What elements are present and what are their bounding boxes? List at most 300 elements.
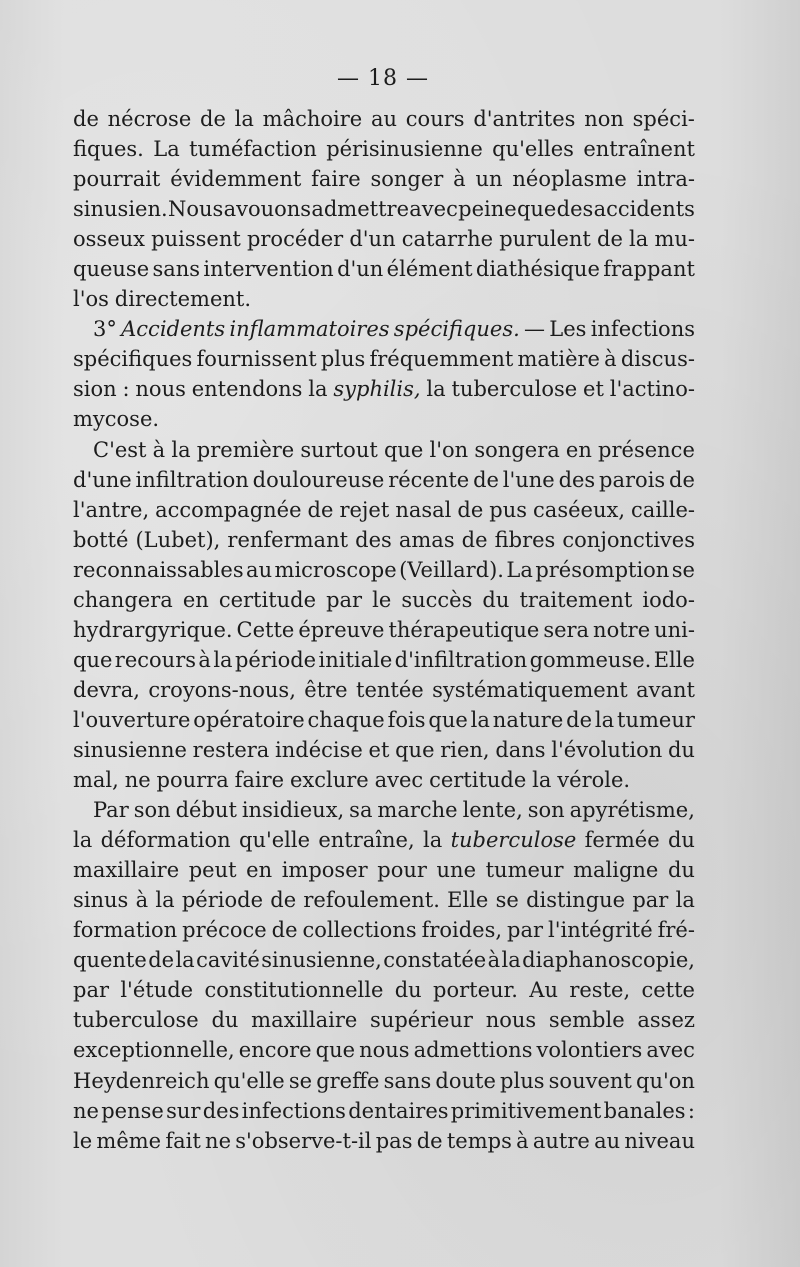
word: exclure bbox=[289, 768, 369, 793]
word: plus bbox=[320, 347, 366, 372]
word: maligne bbox=[573, 858, 659, 883]
word: que bbox=[516, 197, 557, 222]
word: 3° bbox=[93, 317, 117, 342]
text-line bbox=[73, 374, 695, 404]
word: amas bbox=[398, 527, 455, 552]
word: l'os bbox=[73, 287, 109, 312]
word: Les bbox=[549, 317, 587, 342]
word: Heydenreich bbox=[73, 1068, 210, 1093]
word: pas bbox=[375, 1128, 413, 1153]
word: au bbox=[370, 107, 398, 131]
word: nature bbox=[492, 707, 564, 732]
text-line bbox=[73, 465, 695, 495]
word: plus bbox=[500, 1068, 545, 1093]
text-line bbox=[73, 1126, 695, 1156]
page-number: — 18 — bbox=[337, 66, 429, 91]
word: changera bbox=[73, 587, 173, 612]
word: dentaires bbox=[348, 1098, 449, 1123]
word: à bbox=[453, 167, 466, 192]
word: de bbox=[200, 107, 226, 131]
word: l'intégrité bbox=[547, 918, 653, 943]
word: douloureuse bbox=[252, 467, 385, 492]
word: période bbox=[181, 888, 263, 913]
word: insidieux, bbox=[241, 798, 345, 823]
word: récente bbox=[388, 467, 470, 492]
word: au bbox=[246, 557, 273, 582]
word: début bbox=[175, 798, 237, 823]
word: matière bbox=[517, 347, 600, 372]
text-line bbox=[73, 1066, 695, 1096]
word: la bbox=[470, 707, 490, 732]
text-line bbox=[73, 645, 695, 675]
text-line bbox=[73, 705, 695, 735]
word: sinusienne, bbox=[261, 948, 382, 973]
word: la bbox=[422, 828, 443, 853]
word: qu'on bbox=[636, 1068, 695, 1093]
word: constitutionnelle bbox=[204, 978, 384, 1003]
word: et bbox=[583, 377, 604, 402]
text-line bbox=[73, 404, 695, 434]
word: première bbox=[196, 437, 295, 462]
word: ne bbox=[205, 1128, 231, 1153]
text-line bbox=[73, 1096, 695, 1126]
word: : bbox=[122, 377, 130, 402]
word: nous bbox=[359, 1038, 410, 1063]
word: apyrétisme, bbox=[569, 798, 695, 823]
word: des bbox=[355, 527, 392, 552]
word: de bbox=[669, 467, 695, 492]
word: la bbox=[175, 948, 195, 973]
word: La bbox=[153, 137, 180, 162]
text-line bbox=[73, 825, 695, 855]
word: à bbox=[135, 888, 149, 913]
word: peut bbox=[188, 858, 237, 883]
word: gommeuse. bbox=[529, 647, 652, 672]
word: inflammatoires bbox=[229, 317, 390, 342]
word: infections bbox=[241, 1098, 346, 1123]
text-line bbox=[73, 495, 695, 525]
word: le bbox=[372, 587, 392, 612]
word: niveau bbox=[624, 1128, 695, 1153]
word: son bbox=[527, 798, 565, 823]
word: intervention bbox=[203, 257, 334, 282]
word: reste, bbox=[569, 978, 631, 1003]
word: déformation bbox=[100, 828, 231, 853]
word: Par bbox=[93, 798, 129, 823]
word: mu- bbox=[654, 227, 695, 252]
word: entraîne, bbox=[318, 828, 415, 853]
word: fibres bbox=[494, 527, 556, 552]
word: sans bbox=[383, 1068, 432, 1093]
word: que bbox=[395, 737, 435, 762]
word: avouons bbox=[223, 197, 312, 222]
word: d'un bbox=[349, 227, 396, 252]
word: sinusienne bbox=[73, 737, 187, 762]
word: de bbox=[416, 1128, 443, 1153]
word: hydrargyrique. bbox=[73, 617, 233, 642]
word: recours bbox=[114, 647, 197, 672]
word: iodo- bbox=[642, 587, 695, 612]
word: : bbox=[687, 1098, 695, 1123]
word: admettions bbox=[413, 1038, 533, 1063]
word: encore bbox=[238, 1038, 312, 1063]
word: qu'elles bbox=[492, 137, 574, 162]
word: songer bbox=[370, 167, 444, 192]
word: fréquemment bbox=[369, 347, 514, 372]
word: faire bbox=[234, 768, 285, 793]
text-line bbox=[73, 945, 695, 975]
word: traitement bbox=[519, 587, 633, 612]
word: qu'elle bbox=[213, 1068, 285, 1093]
word: se bbox=[288, 1068, 313, 1093]
word: marche bbox=[377, 798, 458, 823]
word: la bbox=[594, 707, 615, 732]
word: sinusien. bbox=[73, 197, 168, 222]
word: de bbox=[566, 707, 593, 732]
word: la bbox=[155, 888, 175, 913]
word: même bbox=[96, 1128, 162, 1153]
word: uni- bbox=[654, 617, 695, 642]
word: nous bbox=[485, 1008, 537, 1033]
text-line bbox=[73, 344, 695, 374]
word: le bbox=[73, 1128, 93, 1153]
word: de bbox=[73, 107, 99, 131]
word: à bbox=[516, 1128, 529, 1153]
word: la bbox=[629, 227, 649, 252]
word: en bbox=[246, 858, 273, 883]
word: d'une bbox=[73, 467, 132, 492]
word: faire bbox=[311, 167, 361, 192]
word: doute bbox=[435, 1068, 496, 1093]
word: admettre bbox=[311, 197, 409, 222]
word: se bbox=[495, 888, 519, 913]
word: pourra bbox=[156, 768, 229, 793]
word: d'un bbox=[337, 257, 384, 282]
word: au bbox=[594, 1128, 621, 1153]
word: par bbox=[507, 918, 544, 943]
text-line bbox=[73, 855, 695, 885]
text-line bbox=[73, 435, 695, 465]
word: Elle bbox=[653, 647, 695, 672]
text-line bbox=[73, 615, 695, 645]
word: précoce bbox=[182, 918, 267, 943]
word: l'étude bbox=[120, 978, 194, 1003]
word: sans bbox=[152, 257, 201, 282]
word: évidemment bbox=[170, 167, 302, 192]
word: rejet bbox=[339, 497, 390, 522]
word: qu'elle bbox=[239, 828, 311, 853]
word: mycose. bbox=[73, 407, 160, 432]
word: non bbox=[584, 107, 624, 131]
word: spécifiques bbox=[73, 347, 193, 372]
word: constatée bbox=[383, 948, 487, 973]
word: la bbox=[213, 647, 233, 672]
word: la bbox=[308, 377, 328, 402]
word: du bbox=[482, 587, 510, 612]
word: collections bbox=[302, 918, 417, 943]
word: une bbox=[436, 858, 477, 883]
word: diathésique bbox=[475, 257, 600, 282]
word: la bbox=[532, 768, 552, 793]
word: souvent bbox=[548, 1068, 632, 1093]
word: queuse bbox=[73, 257, 150, 282]
text-line bbox=[73, 975, 695, 1005]
word: microscope bbox=[274, 557, 397, 582]
word: banales bbox=[603, 1098, 686, 1123]
word: du bbox=[394, 978, 422, 1003]
word: sera bbox=[543, 617, 590, 642]
word: pus bbox=[489, 497, 528, 522]
word: — bbox=[524, 317, 546, 342]
word: des bbox=[202, 1098, 240, 1123]
text-line bbox=[73, 795, 695, 825]
word: thérapeutique bbox=[388, 617, 540, 642]
word: songera bbox=[474, 437, 560, 462]
text-line bbox=[73, 525, 695, 555]
word: certitude bbox=[218, 587, 317, 612]
word: sur bbox=[166, 1098, 201, 1123]
word: de bbox=[270, 888, 297, 913]
word: caille- bbox=[631, 497, 695, 522]
word: Elle bbox=[447, 888, 489, 913]
word: Cette bbox=[236, 617, 295, 642]
word: greffe bbox=[316, 1068, 380, 1093]
text-line bbox=[73, 1035, 695, 1065]
word: l'ouverture bbox=[73, 707, 191, 732]
word: semble bbox=[548, 1008, 625, 1033]
word: succès bbox=[401, 587, 473, 612]
text-line bbox=[73, 765, 695, 795]
word: infections bbox=[590, 317, 695, 342]
word: tentée bbox=[356, 677, 424, 702]
text-line bbox=[73, 585, 695, 615]
word: nous bbox=[135, 377, 186, 402]
word: lente, bbox=[462, 798, 523, 823]
word: surtout bbox=[300, 437, 378, 462]
word: de bbox=[457, 497, 484, 522]
word: la bbox=[73, 828, 93, 853]
word: procéder bbox=[246, 227, 344, 252]
word: infiltration bbox=[135, 467, 249, 492]
word: diaphanoscopie, bbox=[522, 948, 695, 973]
word: catarrhe bbox=[401, 227, 494, 252]
word: distingue bbox=[526, 888, 626, 913]
word: présence bbox=[598, 437, 695, 462]
word: refoulement. bbox=[303, 888, 440, 913]
word: accidents bbox=[593, 197, 695, 222]
word: nasal bbox=[395, 497, 452, 522]
body-text bbox=[73, 104, 695, 1156]
word: parois bbox=[599, 467, 666, 492]
word: frappant bbox=[603, 257, 695, 282]
word: ne bbox=[73, 1098, 99, 1123]
word: fait bbox=[165, 1128, 201, 1153]
word: vérole. bbox=[557, 768, 631, 793]
word: entendons bbox=[191, 377, 303, 402]
word: sinus bbox=[73, 888, 129, 913]
word: Accidents bbox=[121, 317, 226, 342]
word: purulent bbox=[499, 227, 591, 252]
word: d'infiltration bbox=[394, 647, 528, 672]
word: fiques. bbox=[73, 137, 144, 162]
word: du bbox=[667, 737, 695, 762]
word: formation bbox=[73, 918, 178, 943]
word: du bbox=[667, 828, 695, 853]
word: en bbox=[182, 587, 209, 612]
word: fois bbox=[387, 707, 426, 732]
word: syphilis, bbox=[333, 377, 421, 402]
word: cette bbox=[641, 978, 695, 1003]
word: par bbox=[326, 587, 363, 612]
word: de bbox=[473, 467, 499, 492]
word: renfermant bbox=[227, 527, 349, 552]
word: épreuve bbox=[298, 617, 385, 642]
word: indécise bbox=[275, 737, 363, 762]
word: pour bbox=[377, 858, 427, 883]
word: discus- bbox=[620, 347, 695, 372]
word: spécifiques. bbox=[393, 317, 520, 342]
word: temps bbox=[446, 1128, 512, 1153]
word: avec bbox=[374, 768, 424, 793]
word: la bbox=[501, 948, 521, 973]
word: à bbox=[152, 437, 166, 462]
word: entraînent bbox=[583, 137, 695, 162]
text-line bbox=[73, 555, 695, 585]
word: maxillaire bbox=[73, 858, 180, 883]
word: sa bbox=[349, 798, 373, 823]
word: présomption bbox=[535, 557, 670, 582]
word: tuberculose bbox=[450, 828, 577, 853]
word: cours bbox=[405, 107, 465, 131]
word: d'antrites bbox=[473, 107, 576, 131]
word: du bbox=[667, 858, 695, 883]
word: un bbox=[475, 167, 503, 192]
word: son bbox=[133, 798, 171, 823]
word: l'actino- bbox=[609, 377, 695, 402]
word: tuméfaction bbox=[189, 137, 317, 162]
word: s'observe-t-il bbox=[235, 1128, 372, 1153]
word: fermée bbox=[584, 828, 660, 853]
word: la bbox=[675, 888, 695, 913]
word: La bbox=[506, 557, 533, 582]
word: supérieur bbox=[370, 1008, 473, 1033]
word: peine bbox=[458, 197, 517, 222]
word: notre bbox=[593, 617, 651, 642]
text-line bbox=[73, 915, 695, 945]
word: quente bbox=[73, 948, 147, 973]
word: de bbox=[461, 527, 488, 552]
word: tuberculose bbox=[451, 377, 578, 402]
text-line bbox=[73, 735, 695, 765]
word: Nous bbox=[167, 197, 224, 222]
word: directement. bbox=[114, 287, 252, 312]
word: nécrose bbox=[107, 107, 192, 131]
word: exceptionnelle, bbox=[73, 1038, 235, 1063]
word: accompagnée bbox=[155, 497, 302, 522]
word: certitude bbox=[429, 768, 527, 793]
word: mal, bbox=[73, 768, 119, 793]
word: dans bbox=[495, 737, 546, 762]
word: à bbox=[198, 647, 211, 672]
word: tuberculose bbox=[73, 1008, 199, 1033]
word: (Lubet), bbox=[135, 527, 221, 552]
word: autre bbox=[532, 1128, 590, 1153]
text-line bbox=[73, 134, 695, 164]
word: à bbox=[487, 948, 501, 973]
word: des bbox=[556, 197, 594, 222]
word: froides, bbox=[421, 918, 503, 943]
text-line bbox=[73, 675, 695, 705]
word: période bbox=[234, 647, 317, 672]
word: l'évolution bbox=[551, 737, 663, 762]
word: que bbox=[428, 707, 468, 732]
word: porteur. bbox=[433, 978, 518, 1003]
word: puissent bbox=[151, 227, 241, 252]
word: de bbox=[271, 918, 298, 943]
text-line bbox=[73, 194, 695, 224]
word: chaque bbox=[307, 707, 385, 732]
word: devra, bbox=[73, 677, 140, 702]
word: être bbox=[304, 677, 348, 702]
word: imposer bbox=[281, 858, 368, 883]
word: maxillaire bbox=[251, 1008, 358, 1033]
word: périsinusienne bbox=[326, 137, 483, 162]
word: de bbox=[307, 497, 334, 522]
word: que bbox=[73, 647, 113, 672]
word: croyons-nous, bbox=[148, 677, 296, 702]
word: intra- bbox=[636, 167, 695, 192]
word: restera bbox=[192, 737, 270, 762]
word: tumeur bbox=[617, 707, 695, 732]
word: par bbox=[73, 978, 110, 1003]
text-line bbox=[73, 164, 695, 194]
text-line bbox=[73, 885, 695, 915]
word: par bbox=[632, 888, 669, 913]
text-line bbox=[73, 104, 695, 134]
word: reconnaissables bbox=[73, 557, 244, 582]
word: l'une bbox=[502, 467, 555, 492]
text-line bbox=[73, 254, 695, 284]
word: l'on bbox=[429, 437, 469, 462]
word: (Veillard). bbox=[399, 557, 504, 582]
word: primitivement bbox=[450, 1098, 602, 1123]
word: sion bbox=[73, 377, 117, 402]
word: systématiquement bbox=[432, 677, 628, 702]
word: C'est bbox=[93, 437, 147, 462]
word: avec bbox=[646, 1038, 695, 1063]
word: botté bbox=[73, 527, 129, 552]
word: fournissent bbox=[196, 347, 317, 372]
word: en bbox=[565, 437, 592, 462]
word: la bbox=[426, 377, 446, 402]
word: du bbox=[211, 1008, 239, 1033]
word: volontiers bbox=[536, 1038, 643, 1063]
word: élément bbox=[386, 257, 473, 282]
word: l'antre, bbox=[73, 497, 150, 522]
text-line bbox=[73, 314, 695, 344]
word: cavité bbox=[196, 948, 260, 973]
word: pourrait bbox=[73, 167, 161, 192]
word: que bbox=[315, 1038, 356, 1063]
word: rien, bbox=[440, 737, 490, 762]
word: avant bbox=[636, 677, 695, 702]
word: opératoire bbox=[193, 707, 305, 732]
text-line bbox=[73, 284, 695, 314]
word: et bbox=[368, 737, 390, 762]
word: spéci- bbox=[632, 107, 695, 131]
word: tumeur bbox=[485, 858, 564, 883]
word: des bbox=[558, 467, 596, 492]
